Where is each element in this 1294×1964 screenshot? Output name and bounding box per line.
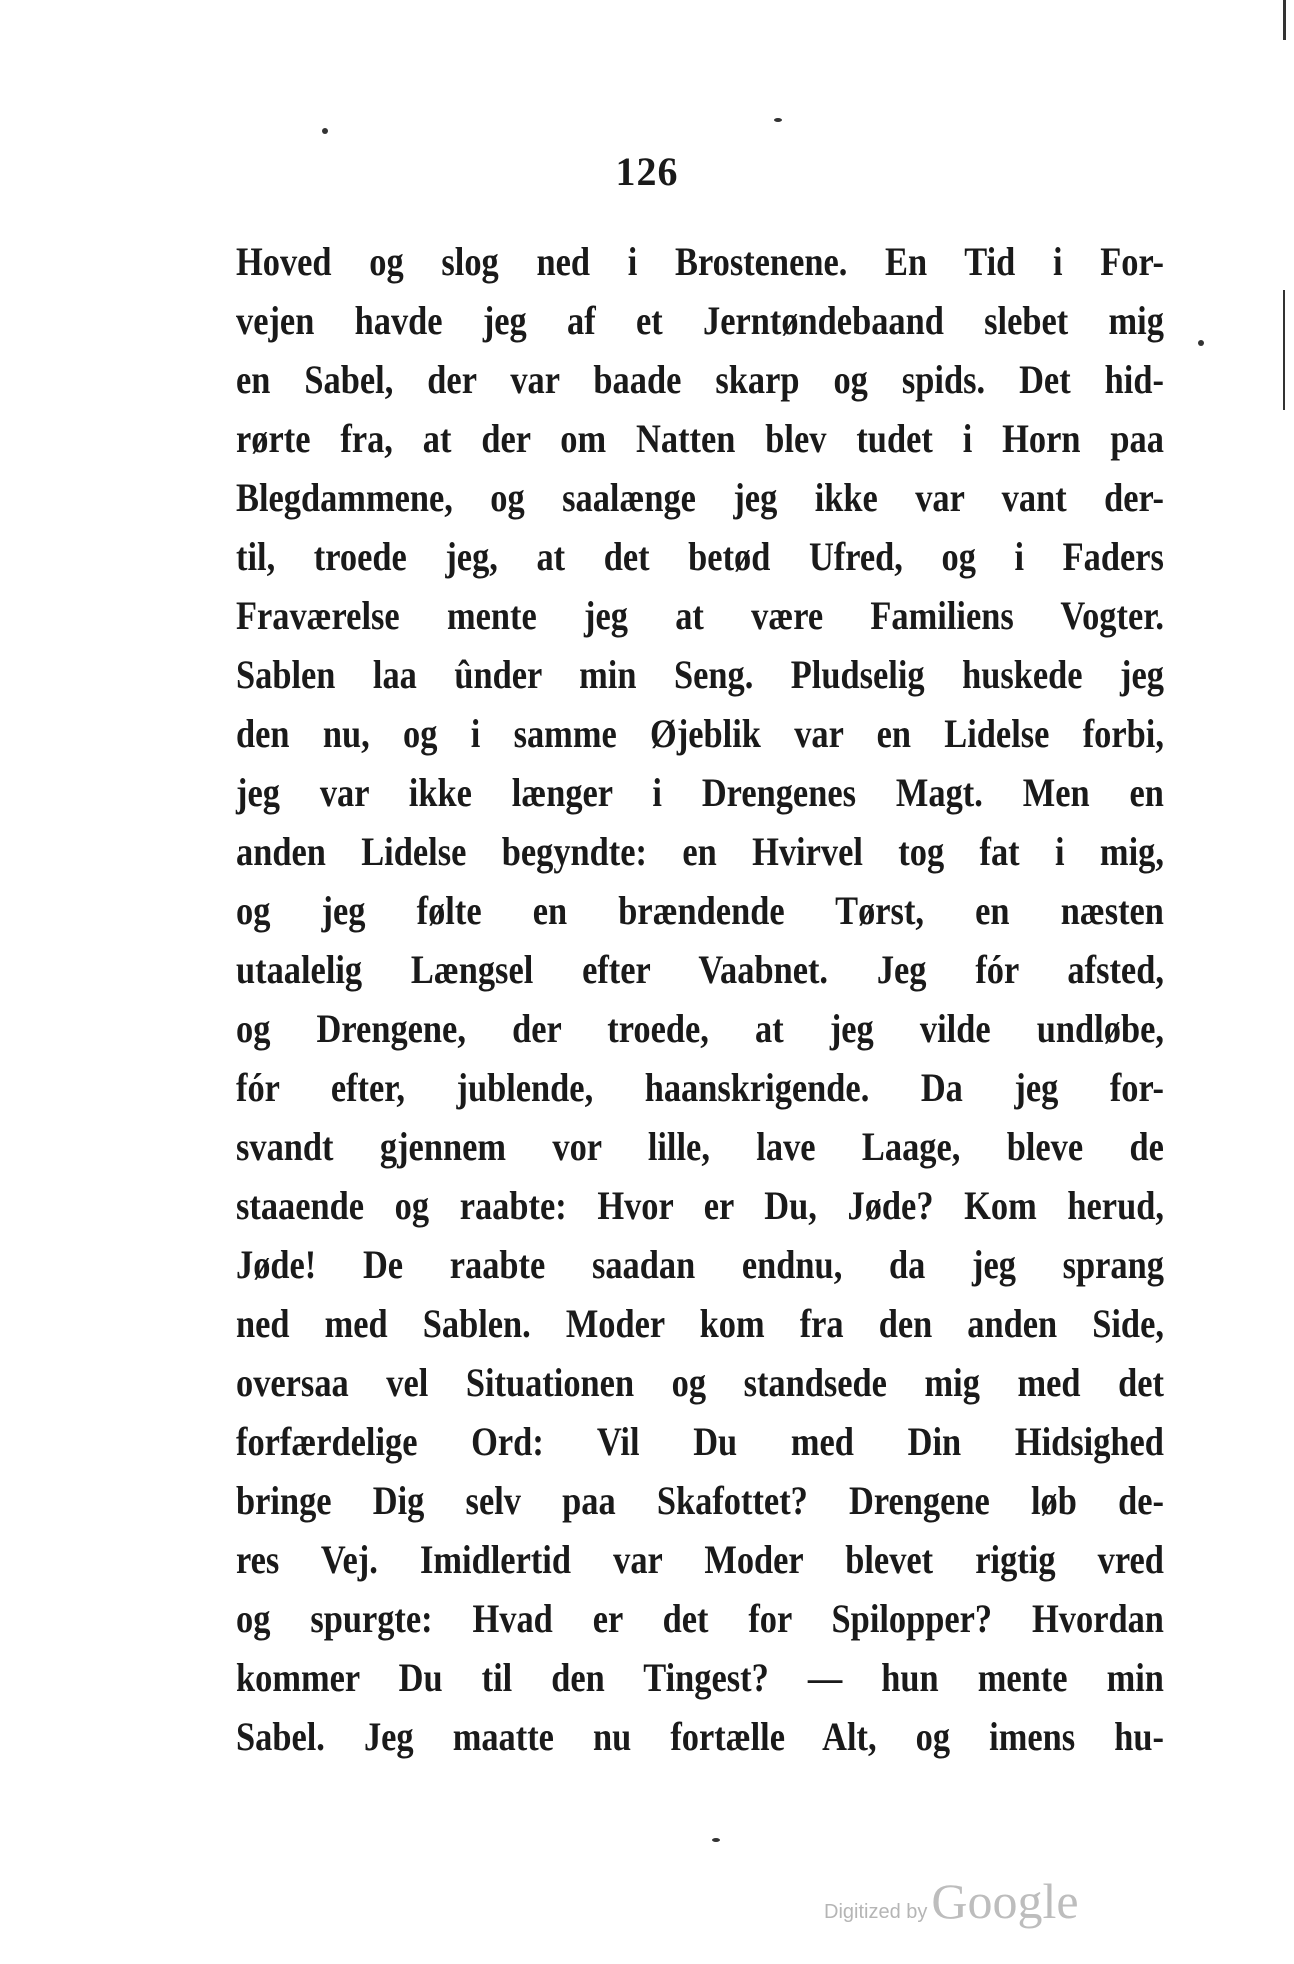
print-speck bbox=[322, 128, 328, 134]
text-line: til, troede jeg, at det betød Ufred, og i Faders bbox=[236, 534, 1164, 579]
text-line: forfærdelige Ord: Vil Du med Din Hidsighed bbox=[236, 1419, 1164, 1464]
text-line: res Vej. Imidlertid var Moder blevet rigtig vred bbox=[236, 1537, 1164, 1582]
body-text bbox=[236, 232, 1164, 1766]
text-line: en Sabel, der var baade skarp og spids. Det hid- bbox=[236, 357, 1164, 402]
text-line: rørte fra, at der om Natten blev tudet i Horn paa bbox=[236, 416, 1164, 461]
print-speck bbox=[774, 118, 782, 122]
text-line: Blegdammene, og saalænge jeg ikke var vant der- bbox=[236, 475, 1164, 520]
text-line: utaalelig Længsel efter Vaabnet. Jeg fór afsted, bbox=[236, 947, 1164, 992]
print-speck bbox=[712, 1838, 720, 1842]
page-number: 126 bbox=[615, 149, 679, 194]
text-line: ned med Sablen. Moder kom fra den anden Side, bbox=[236, 1301, 1164, 1346]
text-line: Sabel. Jeg maatte nu fortælle Alt, og imens hu- bbox=[236, 1714, 1164, 1759]
text-line: Sablen laa ûnder min Seng. Pludselig huskede jeg bbox=[236, 652, 1164, 697]
text-line: jeg var ikke længer i Drengenes Magt. Men en bbox=[236, 770, 1164, 815]
page-edge-rule bbox=[1283, 0, 1286, 40]
text-line: Jøde! De raabte saadan endnu, da jeg sprang bbox=[236, 1242, 1164, 1287]
text-line: vejen havde jeg af et Jerntøndebaand slebet mig bbox=[236, 298, 1164, 343]
text-line: kommer Du til den Tingest? — hun mente min bbox=[236, 1655, 1164, 1700]
text-line: svandt gjennem vor lille, lave Laage, bleve de bbox=[236, 1124, 1164, 1169]
text-line: Hoved og slog ned i Brostenene. En Tid i For- bbox=[236, 239, 1164, 284]
text-line: staaende og raabte: Hvor er Du, Jøde? Kom herud, bbox=[236, 1183, 1164, 1228]
text-line: oversaa vel Situationen og standsede mig med det bbox=[236, 1360, 1164, 1405]
text-line: anden Lidelse begyndte: en Hvirvel tog fat i mig, bbox=[236, 829, 1164, 874]
text-line: og Drengene, der troede, at jeg vilde undløbe, bbox=[236, 1006, 1164, 1051]
text-line: bringe Dig selv paa Skafottet? Drengene løb de- bbox=[236, 1478, 1164, 1523]
print-speck bbox=[1198, 340, 1204, 346]
google-logo: Google bbox=[931, 1873, 1079, 1929]
text-line: Fraværelse mente jeg at være Familiens Vogter. bbox=[236, 593, 1164, 638]
page-edge-rule bbox=[1283, 290, 1285, 410]
text-line: den nu, og i samme Øjeblik var en Lidelse forbi, bbox=[236, 711, 1164, 756]
watermark-prefix: Digitized by bbox=[824, 1901, 928, 1923]
text-line: og spurgte: Hvad er det for Spilopper? Hvordan bbox=[236, 1596, 1164, 1641]
watermark bbox=[824, 1872, 1079, 1930]
text-line: og jeg følte en brændende Tørst, en næsten bbox=[236, 888, 1164, 933]
text-line: fór efter, jublende, haanskrigende. Da jeg for- bbox=[236, 1065, 1164, 1110]
